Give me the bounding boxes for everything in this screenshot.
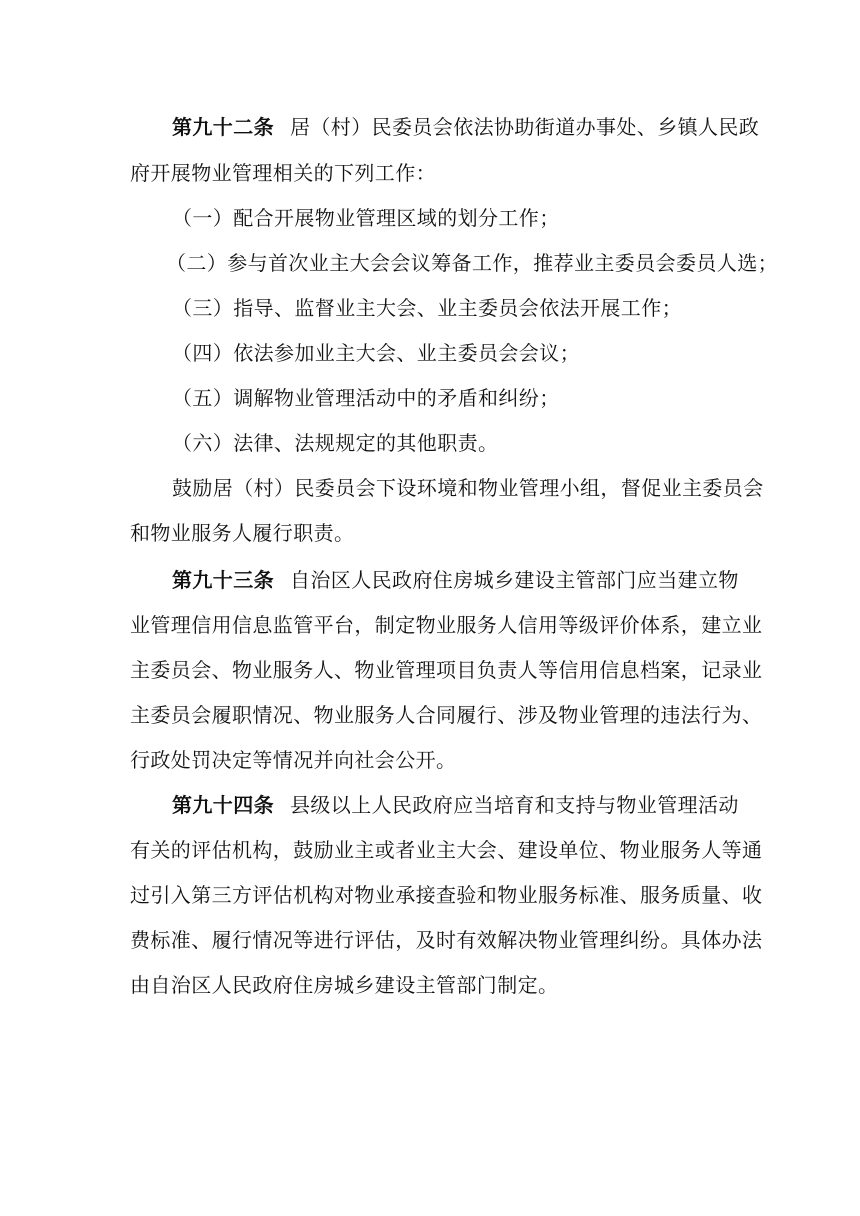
article-94-heading-line [172,793,782,817]
article-93-label: 第九十三条 [172,568,274,592]
article-92-item-1: （一）配合开展物业管理区域的划分工作； [172,206,560,230]
article-92-item-4: （四）依法参加业主大会、业主委员会会议； [172,341,580,365]
article-92-encourage-line-2: 和物业服务人履行职责。 [130,521,355,545]
article-94-text-line-5: 由自治区人民政府住房城乡建设主管部门制定。 [130,973,559,997]
article-92-text-line-1: 居（村）民委员会依法协助街道办事处、乡镇人民政 [290,115,760,139]
article-92-label: 第九十二条 [172,115,274,139]
article-94-text-line-4: 费标准、履行情况等进行评估，及时有效解决物业管理纠纷。具体办法 [130,928,763,952]
article-93-text-line-1: 自治区人民政府住房城乡建设主管部门应当建立物 [290,568,739,592]
article-93-text-line-3: 主委员会、物业服务人、物业管理项目负责人等信用信息档案，记录业 [130,658,763,682]
article-93-text-line-4: 主委员会履职情况、物业服务人合同履行、涉及物业管理的违法行为、 [130,703,763,727]
article-93-text-line-5: 行政处罚决定等情况并向社会公开。 [130,748,457,772]
article-94-text-line-1: 县级以上人民政府应当培育和支持与物业管理活动 [290,793,739,817]
article-92-encourage-line-1: 鼓励居（村）民委员会下设环境和物业管理小组，督促业主委员会 [172,476,764,500]
article-94-text-line-3: 过引入第三方评估机构对物业承接查验和物业服务标准、服务质量、收 [130,883,763,907]
article-93-text-line-2: 业管理信用信息监管平台，制定物业服务人信用等级评价体系，建立业 [130,613,763,637]
article-92-text-line-2: 府开展物业管理相关的下列工作： [130,161,436,185]
article-92-item-2: （二）参与首次业主大会会议筹备工作，推荐业主委员会委员人选； [166,251,778,275]
article-92-heading-line [172,115,782,139]
article-92-item-3: （三）指导、监督业主大会、业主委员会依法开展工作； [172,296,682,320]
article-94-text-line-2: 有关的评估机构，鼓励业主或者业主大会、建设单位、物业服务人等通 [130,838,763,862]
article-92-item-6: （六）法律、法规规定的其他职责。 [172,431,499,455]
article-92-item-5: （五）调解物业管理活动中的矛盾和纠纷； [172,386,560,410]
article-93-heading-line [172,568,782,592]
article-94-label: 第九十四条 [172,793,274,817]
